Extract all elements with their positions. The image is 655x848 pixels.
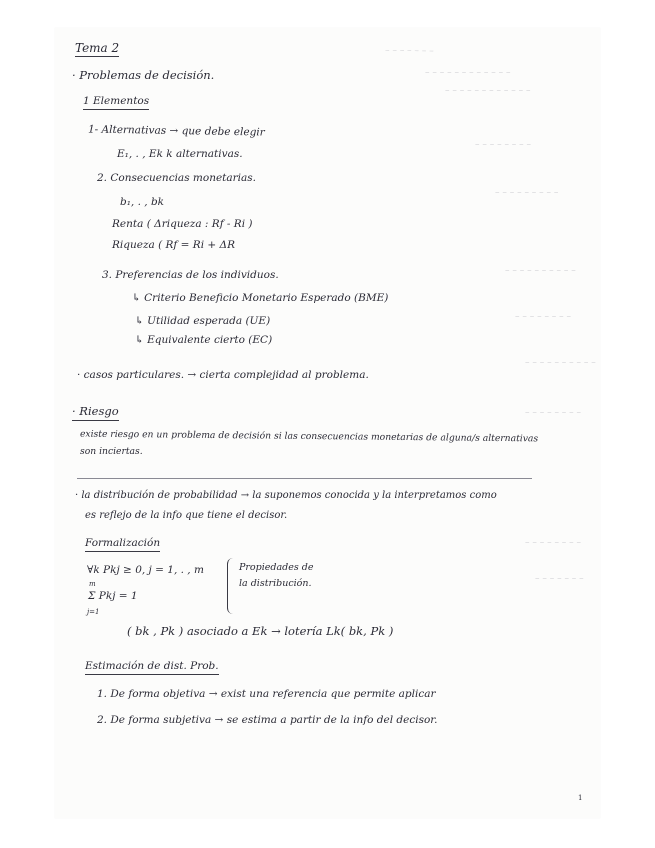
page-number: 1 — [578, 794, 583, 802]
riesgo-definition-cont: son inciertas. — [80, 446, 143, 457]
consecuencias-item: 2. Consecuencias monetarias. — [97, 172, 257, 184]
bme-criterion: ↳ Criterio Beneficio Monetario Esperado (BME) — [132, 292, 389, 304]
distribucion-line-cont: es reflejo de la info que tiene el decisor. — [85, 510, 288, 521]
sum-lower-limit: j=1 — [87, 608, 100, 616]
elementos-heading: 1 Elementos — [83, 95, 149, 110]
bleed-through: – – – – – – – — [535, 574, 584, 584]
bleed-through: – – – – – – – – — [525, 408, 582, 418]
prob-condition-2: Σ Pkj = 1 — [88, 590, 138, 602]
distribucion-line: · la distribución de probabilidad → la suponemos conocida y la interpretamos como — [75, 490, 497, 501]
properties-label-cont: la distribución. — [239, 578, 312, 589]
renta-line: Renta ( Δriqueza : Rf - Ri ) — [112, 218, 253, 230]
bleed-through: – – – – – – – – – – – – — [445, 86, 531, 96]
estimacion-heading: Estimación de dist. Prob. — [85, 660, 219, 675]
consecuencias-sub: b₁, . , bk — [120, 196, 165, 208]
casos-particulares: · casos particulares. → cierta complejidad al problema. — [77, 369, 369, 381]
estimacion-item-2: 2. De forma subjetiva → se estima a partir de la info del decisor. — [97, 714, 438, 726]
alternativas-sub: E₁, . , Ek k alternativas. — [117, 148, 243, 160]
bleed-through: – – – – – – – – – – — [505, 266, 576, 276]
properties-label: Propiedades de — [239, 562, 314, 573]
ue-criterion: ↳ Utilidad esperada (UE) — [135, 315, 271, 327]
preferencias-item: 3. Preferencias de los individuos. — [102, 269, 279, 281]
sum-upper-limit: m — [89, 580, 96, 588]
page-title: Tema 2 — [75, 41, 119, 57]
ec-criterion: ↳ Equivalente cierto (EC) — [135, 334, 273, 346]
formalizacion-heading: Formalización — [85, 537, 160, 552]
alternativas-item: 1- Alternativas → que debe elegir — [87, 123, 265, 139]
riesgo-definition: existe riesgo en un problema de decisión si las consecuencias monetarias de alguna/s alternativas — [79, 428, 539, 445]
bleed-through: – – – – – – – – — [525, 538, 582, 548]
problemas-heading: · Problemas de decisión. — [72, 68, 215, 82]
estimacion-item-1: 1. De forma objetiva → exist una referencia que permite aplicar — [97, 688, 436, 700]
bleed-through: – – – – – – – — [384, 45, 434, 57]
bleed-through: – – – – – – – – – – – – — [425, 68, 511, 78]
bleed-through: – – – – – – – – — [475, 140, 532, 150]
bleed-through: – – – – – – – – – — [495, 188, 559, 198]
bleed-through: – – – – – – – – – – — [525, 358, 596, 368]
riqueza-line: Riqueza ( Rf = Ri + ΔR — [112, 239, 236, 251]
loteria-line: ( bk , Pk ) asociado a Ek → lotería Lk( bk, Pk ) — [127, 624, 394, 638]
riesgo-heading: · Riesgo — [72, 405, 119, 421]
bleed-through: – – – – – – – – — [515, 312, 572, 322]
notebook-page — [55, 28, 600, 818]
prob-condition-1: ∀k Pkj ≥ 0, j = 1, . , m — [87, 564, 204, 576]
properties-brace — [227, 558, 236, 614]
section-divider — [77, 478, 532, 479]
